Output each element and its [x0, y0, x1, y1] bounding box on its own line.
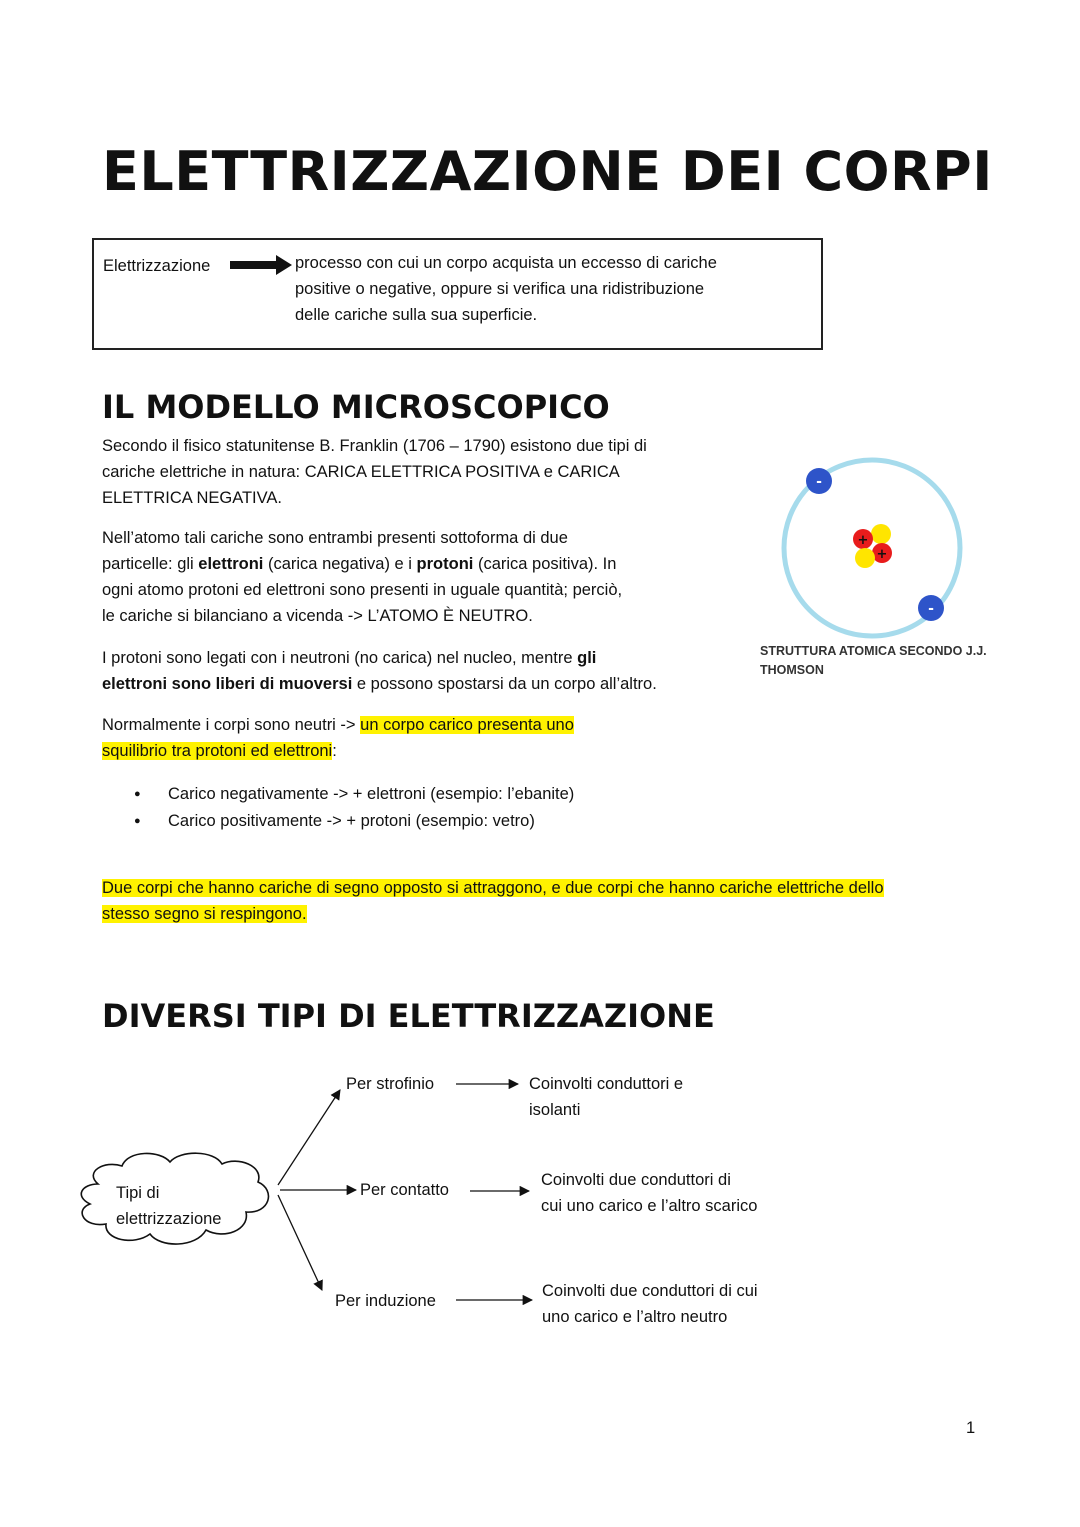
definition-text: processo con cui un corpo acquista un eccesso di cariche positive o negative, oppure si verifica una ridistribuzione delle cariche sulla sua superficie. — [295, 254, 717, 324]
paragraph-franklin: Secondo il fisico statunitense B. Franklin (1706 – 1790) esistono due tipi di cariche elettriche in natura: CARICA ELETTRICA POSITIVA e CARICA ELETTRICA NEGATIVA. — [102, 437, 647, 507]
branch-label-induzione: Per induzione — [335, 1292, 436, 1310]
definition-term: Elettrizzazione — [103, 257, 211, 275]
paragraph-protoni: I protoni sono legati con i neutroni (no carica) nel nucleo, mentre gli elettroni sono liberi di muoversi e possono spostarsi da un corpo all’altro. — [102, 649, 657, 693]
highlight-statement: Due corpi che hanno cariche di segno opposto si attraggono, e due corpi che hanno cariche elettriche dello stesso segno si respingono. — [102, 879, 884, 923]
section-heading-modello: IL MODELLO MICROSCOPICO — [102, 388, 610, 426]
paragraph-corpi: Normalmente i corpi sono neutri -> un corpo carico presenta uno squilibrio tra protoni ed elettroni: — [102, 716, 574, 760]
svg-text:+: + — [857, 533, 869, 548]
branch-desc-induzione: Coinvolti due conduttori di cui uno carico e l’altro neutro — [542, 1282, 758, 1326]
list-item: ● Carico negativamente -> + elettroni (esempio: l’ebanite) — [102, 781, 574, 808]
svg-text:+: + — [876, 547, 888, 562]
svg-text:-: - — [816, 474, 822, 490]
svg-text:-: - — [928, 601, 934, 617]
branch-label-strofinio: Per strofinio — [346, 1075, 435, 1093]
figure-caption: STRUTTURA ATOMICA SECONDO J.J. THOMSON — [760, 644, 987, 677]
paragraph-atomo: Nell’atomo tali cariche sono entrambi presenti sottoforma di due particelle: gli elettroni (carica negativa) e i protoni (carica positiva). In ogni atomo protoni ed elettroni sono presenti in uguale quantità; perciò, le cariche si bilanciano a vicenda -> L’ATOMO È NEUTRO. — [102, 529, 623, 625]
page-title: ELETTRIZZAZIONE DEI CORPI — [102, 140, 993, 203]
branch-desc-contatto: Coinvolti due conduttori di cui uno carico e l’altro scarico — [541, 1171, 758, 1215]
page-number: 1 — [966, 1419, 976, 1437]
branch-label-contatto: Per contatto — [360, 1181, 449, 1199]
list-item: ● Carico positivamente -> + protoni (esempio: vetro) — [102, 808, 574, 835]
section-heading-tipi: DIVERSI TIPI DI ELETTRIZZAZIONE — [102, 997, 715, 1035]
branch-desc-strofinio: Coinvolti conduttori e isolanti — [529, 1075, 684, 1119]
cloud-label: Tipi di elettrizzazione — [116, 1184, 222, 1228]
